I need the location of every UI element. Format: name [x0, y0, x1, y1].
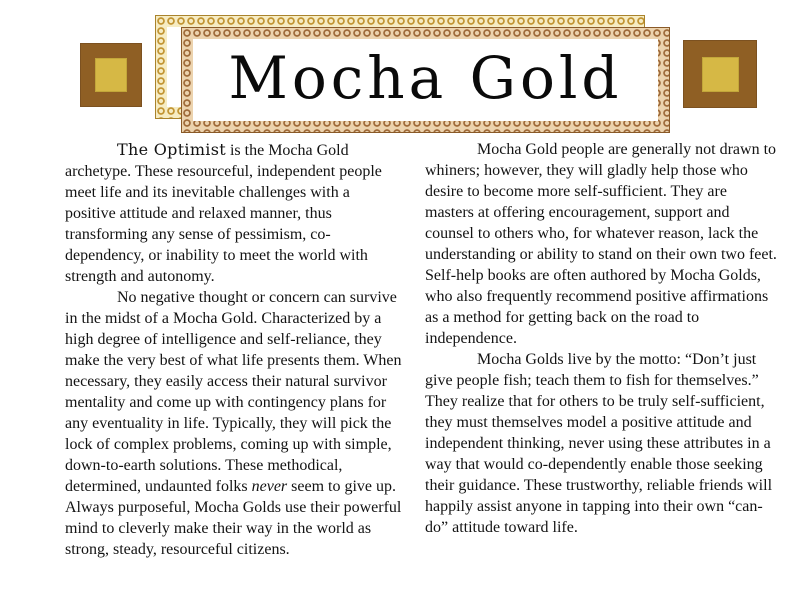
brown-frame-inner — [193, 39, 658, 121]
left-square-ornament-core — [95, 58, 127, 92]
paragraph-optimist-intro — [65, 139, 402, 287]
brown-chain-frame — [181, 27, 670, 133]
body-text — [65, 139, 778, 560]
italic-word: never — [251, 478, 288, 495]
paragraph-text: No negative thought or concern can survive in the midst of a Mocha Gold. Characterized by a high degree of intelligence and self-reliance, they make the very best of what life presents them. When necessary, they easily access their natural survivor mentality and come up with contingency plans for any eventuality in life. Typically, they will pick the lock of complex problems, coming up with simple, down-to-earth solutions. These methodical, determined, undaunted folks — [65, 289, 402, 495]
right-square-ornament-core — [702, 57, 739, 92]
decorative-lead-phrase: The Optimist — [117, 140, 226, 159]
text-column-right — [425, 139, 778, 560]
paragraph-text: Mocha Golds live by the motto: “Don’t just give people fish; teach them to fish for themselves.” They realize that for others to be truly self-sufficient, they must themselves model a positive attitude and independent thinking, never using these attributes in a way that would co-dependently enable those seeking their guidance. These trustworthy, reliable friends will happily assist anyone in tapping into their own “can-do” attitude toward life. — [425, 351, 773, 536]
paragraph-whiners — [425, 139, 778, 349]
left-square-ornament — [80, 43, 142, 107]
text-column-left — [65, 139, 402, 560]
paragraph-text: is the Mocha Gold archetype. These resourceful, independent people meet life and its inevitable challenges with a positive attitude and relaxed manner, thus transforming any sense of pessimism, co-dependency, or inability to meet the world with strength and autonomy. — [65, 142, 382, 285]
right-square-ornament — [683, 40, 757, 108]
paragraph-text: Mocha Gold people are generally not drawn to whiners; however, they will gladly help those who desire to become more self-sufficient. They are masters at offering encouragement, support and counsel to others who, for whatever reason, lack the understanding or ability to stand on their own two feet. Self-help books are often authored by Mocha Golds, who also frequently recommend positive affirmations as a method for getting back on the road to independence. — [425, 141, 777, 347]
page-title: Mocha Gold — [228, 44, 623, 112]
paragraph-text: seem to give up. Always purposeful, Mocha Golds use their powerful mind to cleverly make their way in the world as strong, steady, resourceful citizens. — [65, 478, 402, 558]
paragraph-motto — [425, 349, 778, 538]
paragraph-no-negative-thought — [65, 287, 402, 560]
